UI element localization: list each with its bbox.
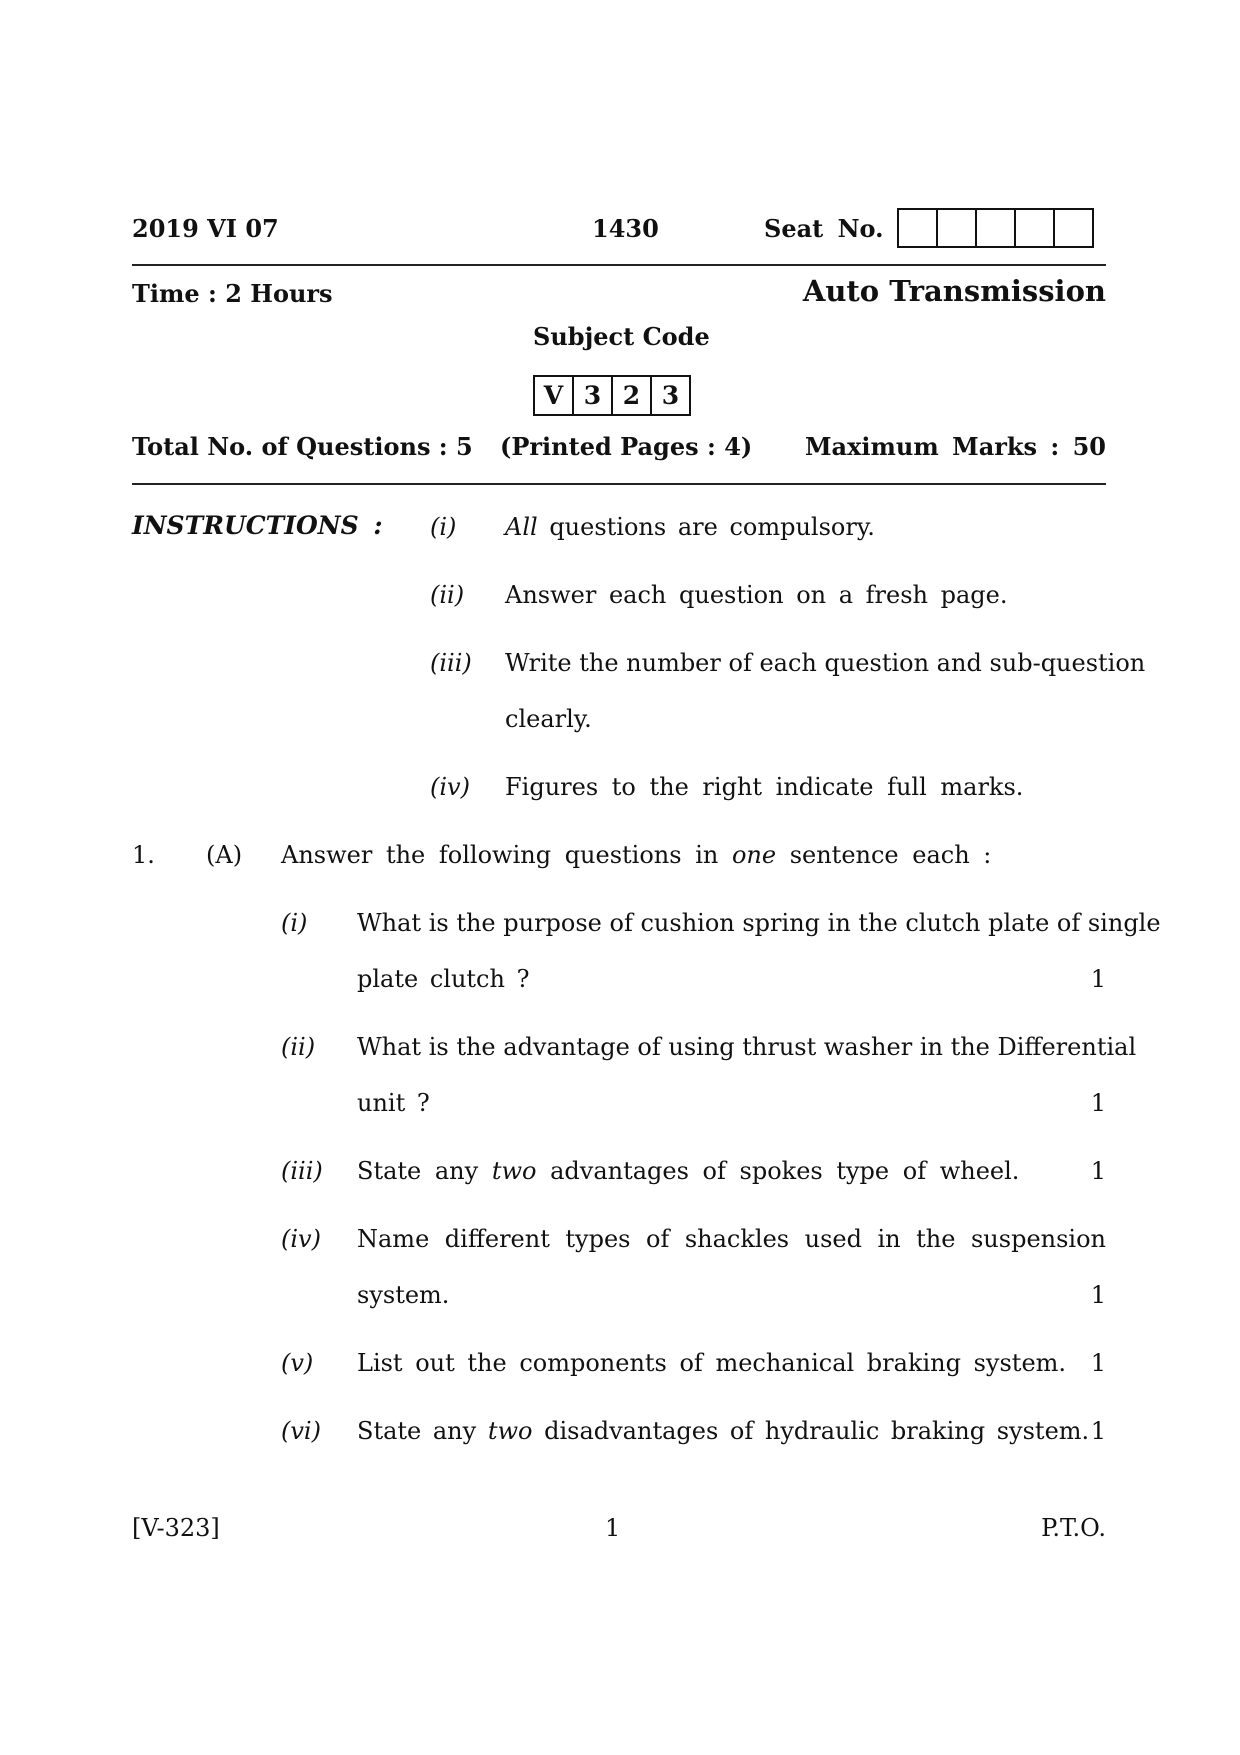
pto-label: P.T.O.: [1041, 1514, 1106, 1542]
subquestion-post: advantages of spokes type of wheel.: [536, 1157, 1020, 1185]
subquestion-post: disadvantages of hydraulic braking system.: [532, 1417, 1090, 1445]
subquestion-num: (v): [281, 1349, 314, 1377]
instruction-num: (ii): [430, 581, 465, 609]
page-number: 1: [605, 1514, 621, 1542]
subquestion-text: List out the components of mechanical braking system.: [357, 1349, 1067, 1377]
instruction-text: [505, 513, 875, 541]
intro-pre: Answer the following questions in: [281, 841, 732, 869]
instruction-emphasis: All: [505, 513, 538, 541]
subquestion-num: (iii): [281, 1157, 323, 1185]
subquestion-text-cont: unit ?: [357, 1089, 430, 1117]
subject-code-char: 3: [572, 375, 613, 416]
question-intro: [281, 841, 991, 869]
subquestion-marks: 1: [1090, 965, 1106, 993]
seat-box[interactable]: [975, 208, 1016, 248]
header-rule-bottom: [132, 483, 1106, 485]
subquestion-marks: 1: [1090, 1157, 1106, 1185]
subquestion-emphasis: two: [487, 1417, 533, 1445]
subquestion-text: Name different types of shackles used in the suspension: [357, 1225, 1106, 1253]
subquestion-marks: 1: [1090, 1349, 1106, 1377]
instruction-text: Answer each question on a fresh page.: [505, 581, 1008, 609]
instruction-num: (iv): [430, 773, 470, 801]
instructions-label: INSTRUCTIONS :: [132, 511, 383, 540]
exam-code: 2019 VI 07: [132, 214, 279, 243]
footer-code: [V-323]: [132, 1514, 220, 1542]
subject-code-char: 2: [611, 375, 652, 416]
subquestion-num: (vi): [281, 1417, 321, 1445]
time-allowed: Time : 2 Hours: [132, 279, 333, 308]
subquestion-marks: 1: [1090, 1281, 1106, 1309]
paper-number: 1430: [592, 214, 659, 243]
seat-number-boxes[interactable]: [899, 208, 1094, 248]
maximum-marks: Maximum Marks : 50: [804, 432, 1106, 461]
intro-emphasis: one: [731, 841, 777, 869]
subquestion-text: What is the purpose of cushion spring in the clutch plate of single: [357, 909, 1161, 937]
subquestion-text: [357, 1157, 1019, 1185]
instruction-text: Write the number of each question and sub-question: [505, 649, 1146, 677]
instruction-text-cont: clearly.: [505, 705, 592, 733]
subject-code-char: 3: [650, 375, 691, 416]
subquestion-marks: 1: [1090, 1417, 1106, 1445]
subject-code-char: V: [533, 375, 574, 416]
seat-box[interactable]: [1053, 208, 1094, 248]
subquestion-num: (ii): [281, 1033, 316, 1061]
seat-box[interactable]: [936, 208, 977, 248]
subject-title: Auto Transmission: [802, 274, 1106, 308]
question-part: (A): [206, 841, 243, 869]
question-number: 1.: [132, 841, 155, 869]
instruction-num: (i): [430, 513, 457, 541]
seat-label: Seat No.: [764, 214, 884, 243]
header-rule-top: [132, 264, 1106, 266]
intro-post: sentence each :: [776, 841, 992, 869]
subquestion-pre: State any: [357, 1157, 492, 1185]
subquestion-text: [357, 1417, 1089, 1445]
subquestion-marks: 1: [1090, 1089, 1106, 1117]
subquestion-num: (iv): [281, 1225, 321, 1253]
subquestion-text-cont: system.: [357, 1281, 450, 1309]
total-questions: Total No. of Questions : 5: [132, 432, 473, 461]
subquestion-text-cont: plate clutch ?: [357, 965, 530, 993]
subquestion-pre: State any: [357, 1417, 488, 1445]
instruction-num: (iii): [430, 649, 472, 677]
printed-pages: (Printed Pages : 4): [500, 432, 753, 461]
subquestion-num: (i): [281, 909, 308, 937]
subject-code-label: Subject Code: [533, 322, 710, 351]
subquestion-text: What is the advantage of using thrust washer in the Differential: [357, 1033, 1137, 1061]
subquestion-emphasis: two: [491, 1157, 537, 1185]
instruction-text: Figures to the right indicate full marks.: [505, 773, 1024, 801]
seat-box[interactable]: [897, 208, 938, 248]
instruction-rest: questions are compulsory.: [537, 513, 875, 541]
seat-box[interactable]: [1014, 208, 1055, 248]
subject-code-boxes: [535, 375, 691, 416]
